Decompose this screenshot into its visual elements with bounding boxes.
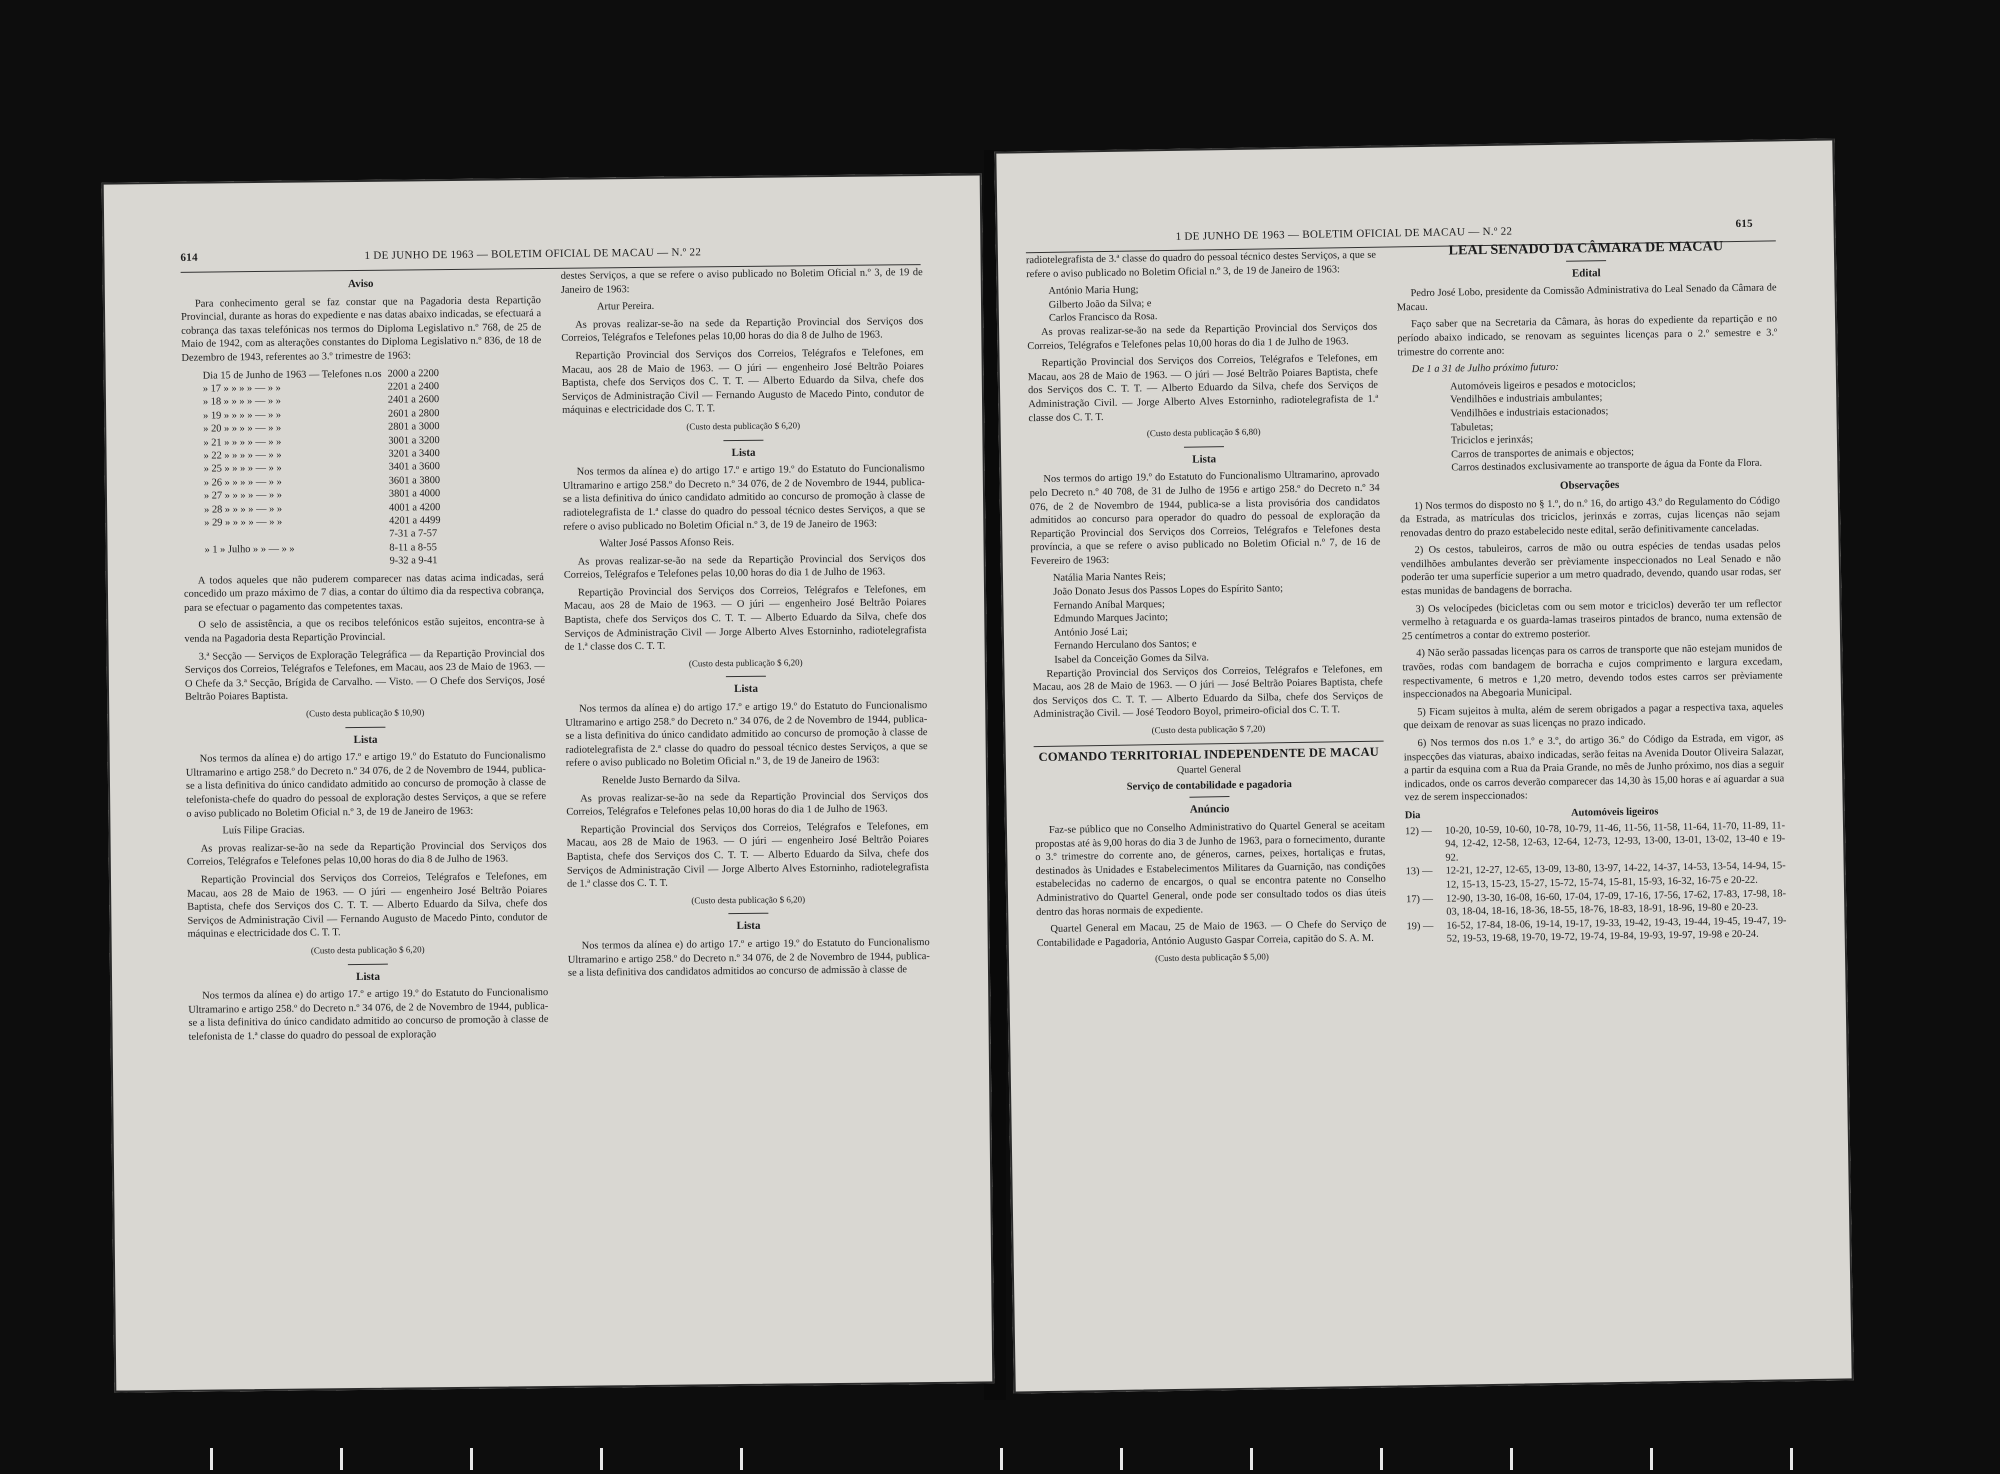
candidate-name: Fernando Herculano dos Santos; e [1053, 638, 1197, 653]
schedule-day: » 28 » » » » — » » [204, 503, 283, 516]
section-title: Lista [1192, 452, 1217, 466]
divider [1184, 446, 1224, 448]
paragraph: 3.ª Secção — Serviços de Exploração Telegráfica — da Repartição Provincial dos Serviços dos Correios, Telégrafos e Telefones, em Macau, aos 23 de Maio de 1963. — O Chefe da 3.ª Secção, Brígida de Carvalho. — Visto. — O Chefe dos Serviços, José Beltrão Poiares Baptista. [184, 647, 545, 704]
publication-cost: (Custo desta publicação $ 6,20) [688, 657, 803, 669]
paragraph: As provas realizar-se-ão na sede da Repartição Provincial dos Serviços dos Correios, Telégrafos e Telefones pelas 10,00 horas do dia 1 de Julho de 1963. [1027, 321, 1378, 352]
divider [726, 676, 766, 677]
section-title: Anúncio [1189, 803, 1230, 817]
inspection-plates: 10-20, 10-59, 10-60, 10-78, 10-79, 11-46, 11-56, 11-58, 11-64, 11-70, 11-89, 11-94, 12-42, 12-58, 12-63, 12-64, 12-73, 12-93, 13-00, 13-01, 13-02, 13-40 e 19-92. [1444, 819, 1786, 864]
schedule-range: 3601 a 3800 [388, 474, 441, 487]
paragraph: destes Serviços, a que se refere o aviso publicado no Boletim Oficial n.º 3, de 19 de Janeiro de 1963: [560, 267, 923, 296]
left-page [102, 173, 995, 1392]
section-heading: COMANDO TERRITORIAL INDEPENDENTE DE MACAU [1038, 744, 1380, 764]
schedule-range: 9-32 a 9-41 [389, 555, 438, 567]
running-header: 1 DE JUNHO DE 1963 — BOLETIM OFICIAL DE MACAU — N.º 22 [1175, 225, 1513, 243]
paragraph: Faço saber que na Secretaria da Câmara, às horas do expediente da repartição e no período abaixo indicado, se renovam as seguintes licenças para o 2.º semestre e 3.º trimestre do corrente ano: [1397, 313, 1778, 358]
schedule-day: » 17 » » » » — » » [202, 382, 281, 395]
section-heading: LEAL SENADO DA CÂMARA DE MACAU [1448, 239, 1724, 259]
divider [1189, 796, 1229, 798]
schedule-range: 8-11 a 8-55 [389, 541, 437, 554]
inspection-day: 17) — [1406, 893, 1434, 905]
period: De 1 a 31 de Julho próximo futuro: [1411, 361, 1559, 376]
right-col-2 [1396, 235, 1787, 947]
page-number: 615 [1735, 217, 1754, 231]
schedule-range: 2601 a 2800 [387, 407, 440, 420]
section-title: Lista [734, 683, 759, 696]
divider [728, 913, 768, 914]
schedule-range: 3401 a 3600 [388, 461, 440, 474]
table-row [1406, 914, 1786, 947]
schedule-day: » 29 » » » » — » » [204, 516, 283, 529]
table-row [202, 554, 444, 570]
right-col-1 [1026, 249, 1387, 974]
schedule-range: 2000 a 2200 [387, 367, 440, 380]
licence-item: Automóveis ligeiros e pesados e motociclos; [1449, 378, 1636, 393]
licence-list [1398, 375, 1779, 476]
paragraph: Nos termos da alínea e) do artigo 17.º e artigo 19.º do Estatuto do Funcionalismo Ultramarino e artigo 258.º do Decreto n.º 34 076, de 2 de Novembro de 1944, publica-se a lista definitiva do único candidato admitido ao concurso de promoção à classe de radiotelegrafista de 2.ª classe do quadro do pessoal técnico destes Serviços, a que se refere o aviso publicado no Boletim Oficial n.º 3, de 19 de Janeiro de 1963: [565, 700, 928, 770]
table-row [1405, 819, 1786, 866]
candidate-name: António José Lai; [1053, 626, 1128, 639]
candidate-name: Edmundo Marques Jacinto; [1053, 612, 1169, 626]
inspection-day: 12) — [1404, 825, 1432, 837]
divider [1566, 260, 1606, 262]
publication-cost: (Custo desta publicação $ 6,80) [1146, 426, 1261, 439]
candidate-name: António Maria Hung; [1048, 284, 1139, 298]
section-title: Edital [1571, 266, 1601, 280]
section-title: Lista [353, 733, 378, 746]
publication-cost: (Custo desta publicação $ 6,20) [686, 420, 801, 432]
observations [1400, 494, 1785, 805]
observation-item: 2) Os cestos, tabuleiros, carros de mão ou outra espécies de tendas usadas pelos vendilhões ambulantes deverão ser prèviamente inspeccionados no Leal Senado e não poderão ter uma superfície superior a um metro quadrado, devendo, quando usar rodas, ser estas munidas de bandagens de borracha. [1400, 539, 1782, 598]
section-title: Lista [731, 446, 756, 459]
candidate-name: Natália Maria Nantes Reis; [1052, 571, 1166, 585]
page-number: 614 [180, 251, 198, 264]
licence-item: Vendilhões e industriais estacionados; [1450, 405, 1609, 420]
publication-cost: (Custo desta publicação $ 6,20) [691, 894, 806, 906]
paragraph: O selo de assistência, a que os recibos telefónicos estão sujeitos, encontra-se à venda na Pagadoria desta Repartição Provincial. [184, 616, 545, 645]
candidate-name: Gilberto João da Silva; e [1048, 298, 1152, 311]
paragraph: Repartição Provincial dos Serviços dos Correios, Telégrafos e Telefones, em Macau, aos 28 de Maio de 1963. — O júri — José Beltrão Poiares Baptista, chefe dos Serviços dos C. T. T. — Alberto Eduardo da Silva, chefe dos Serviços de Administração Civil. — Jorge Alberto Alves Estorninho, radiotelegrafista de 1.ª classe dos C. T. T. [1027, 352, 1379, 424]
phone-schedule-table [200, 367, 444, 571]
schedule-range: 3001 a 3200 [388, 434, 440, 447]
observation-item: 6) Nos termos dos n.os 1.º e 3.º, do artigo 36.º do Código da Estrada, em vigor, as inspecções das viaturas, abaixo indicadas, serão feitas na Avenida Doutor Oliveira Salazar, a partir da esquina com a Rua da Praia Grande, no mês de Junho próximo, nos dias a seguir indicados, onde os carros deverão comparecer das 14,30 às 15,00 horas e aí aguardar a sua vez de serem inspeccionados: [1403, 732, 1785, 804]
schedule-day: » 21 » » » » — » » [203, 436, 282, 449]
publication-cost: (Custo desta publicação $ 5,00) [1155, 951, 1269, 964]
paragraph: Repartição Provincial dos Serviços dos Correios, Telégrafos e Telefones, em Macau, aos 28 de Maio de 1963. — O júri — José Beltrão Poiares Baptista, chefe dos Serviços dos C. T. T. — Alberto Eduardo da Silba, chefe dos Serviços de Administração Civil. — José Teodoro Boyol, primeiro-oficial dos C. T. T. [1032, 663, 1383, 721]
section-title: Aviso [347, 277, 374, 291]
inspection-day: 19) — [1406, 920, 1434, 933]
paragraph: As provas realizar-se-ão na sede da Repartição Provincial dos Serviços dos Correios, Telégrafos e Telefones pelas 10,00 horas do dia 8 de Julho de 1963. [561, 315, 924, 345]
paragraph: Nos termos da alínea e) do artigo 17.º e artigo 19.º do Estatuto do Funcionalismo Ultramarino e artigo 258.º do Decreto n.º 34 076, de 2 de Novembro de 1944, publica-se a lista definitiva do único candidato admitido ao concurso de promoção à classe de telefonista de 1.ª classe do quadro do pessoal de exploração [188, 987, 549, 1043]
paragraph: Nos termos da alínea e) do artigo 17.º e artigo 19.º do Estatuto do Funcionalismo Ultramarino e artigo 258.º do Decreto n.º 34 076, de 2 de Novembro de 1944, publica-se a lista definitiva dos candidatos admitidos ao concurso de admissão à classe de [567, 936, 930, 979]
candidate-name: João Donato Jesus dos Passos Lopes do Espírito Santo; [1053, 583, 1284, 598]
candidate-name: Walter José Passos Afonso Reis. [599, 537, 735, 550]
left-col-2 [561, 266, 930, 984]
candidate-list [1031, 567, 1382, 668]
paragraph: As provas realizar-se-ão na sede da Repartição Provincial dos Serviços dos Correios, Telégrafos e Telefones pelas 10,00 horas do dia 1 de Julho de 1963. [563, 552, 926, 582]
schedule-range: 4201 a 4499 [389, 515, 441, 527]
schedule-day: » 19 » » » » — » » [203, 409, 282, 422]
schedule-day: » 22 » » » » — » » [203, 449, 282, 462]
observation-item: 4) Não serão passadas licenças para os carros de transporte que não estejam munidos de travões, rodas com bandagem de borracha e cujos comprimento e largura excedam, respectivamente, 6 metros e 1,20 metro, devendo todos estes carros ser prèviamente inspeccionados na Abegoaria Municipal. [1402, 642, 1783, 701]
inspection-table [1405, 803, 1787, 947]
left-col-1 [181, 270, 549, 1048]
right-page [994, 138, 1853, 1393]
running-header: 1 DE JUNHO DE 1963 — BOLETIM OFICIAL DE MACAU — N.º 22 [364, 246, 702, 262]
candidate-name: Renelde Justo Bernardo da Silva. [601, 773, 741, 787]
candidate-list [1026, 280, 1377, 326]
section-title: Lista [736, 920, 761, 933]
schedule-day: » 27 » » » » — » » [203, 489, 282, 502]
column-header: Automóveis ligeiros [1571, 806, 1659, 819]
observation-item: 1) Nos termos do disposto no § 1.º, do n.º 16, do artigo 43.º do Regulamento do Código da Estrada, as matrículas dos triciclos, jerinxás e zorras, cujas licenças não sejam renovadas dentro do prazo estabelecido neste edital, serão definitivamente canceladas. [1400, 494, 1781, 540]
section-title: Lista [356, 970, 380, 983]
candidate-name: Carlos Francisco da Rosa. [1048, 311, 1158, 325]
inspection-day: 13) — [1405, 866, 1433, 878]
observation-item: 3) Os velocípedes (bicicletas com ou sem motor e triciclos) deverão ter um reflector vermelho à retaguarda e os guarda-lamas traseiros pintados de branco, numa extensão de 25 centímetros a contar do extremo posterior. [1401, 598, 1782, 643]
divider [723, 439, 763, 440]
publication-cost: (Custo desta publicação $ 10,90) [306, 707, 425, 719]
paragraph: A todos aqueles que não puderem comparecer nas datas acima indicadas, será concedido um prazo máximo de 7 dias, a contar do último dia da respectiva cobrança, para se efectuar o pagamento das competentes taxas. [183, 571, 545, 614]
observation-item: 5) Ficam sujeitos à multa, além de serem obrigados a pagar a respectiva taxa, aqueles que deixam de renovar as suas licenças no prazo indicado. [1403, 701, 1784, 732]
paragraph: Nos termos do artigo 19.º do Estatuto do Funcionalismo Ultramarino, aprovado pelo Decreto n.º 40 708, de 31 de Julho de 1956 e artigo 258.º do Decreto n.º 34 076, de 2 de Novembro de 1944, publica-se a lista provisória dos candidatos admitidos ao concurso para operador do quadro do pessoal de exploração da Repartição Provincial dos Serviços dos Correios, Telégrafos e Telefones desta província, a que se refere o aviso publicado no Boletim Oficial n.º 7, de 16 de Fevereiro de 1963: [1029, 468, 1381, 568]
licence-item: Triciclos e jerinxás; [1450, 434, 1534, 447]
paragraph: As provas realizar-se-ão na sede da Repartição Provincial dos Serviços dos Correios, Telégrafos e Telefones pelas 10,00 horas do dia 1 de Julho de 1963. [566, 789, 929, 818]
inspection-plates: 16-52, 17-84, 18-06, 19-14, 19-17, 19-33, 19-42, 19-43, 19-44, 19-45, 19-47, 19-52, 19-53, 19-68, 19-70, 19-72, 19-74, 19-84, 19-93, 19-97, 19-98 e 20-24. [1446, 915, 1787, 945]
schedule-day: » 1 » Julho » » — » » [204, 543, 295, 556]
publication-cost: (Custo desta publicação $ 7,20) [1151, 723, 1266, 736]
inspection-plates: 12-21, 12-27, 12-65, 13-09, 13-80, 13-97, 14-22, 14-37, 14-53, 13-54, 14-94, 15-12, 15-13, 15-23, 15-27, 15-72, 15-74, 15-81, 15-93, 16-32, 16-75 e 20-22. [1445, 860, 1786, 891]
paragraph: Repartição Provincial dos Serviços dos Correios, Telégrafos e Telefones, em Macau, aos 28 de Maio de 1963. — O júri — engenheiro José Beltrão Poiares Baptista, chefe dos Serviços dos C. T. T. — Alberto Eduardo da Silva, chefe dos Serviços de Administração Civil — Fernando Augusto de Macedo Pinto, condutor de máquinas e electricidade dos C. T. T. [187, 870, 548, 941]
subheading: Serviço de contabilidade e pagadoria [1126, 778, 1292, 793]
paragraph: Pedro José Lobo, presidente da Comissão Administrativa do Leal Senado da Câmara de Macau. [1396, 282, 1777, 314]
divider [348, 963, 388, 964]
schedule-day: » 26 » » » » — » » [203, 476, 282, 489]
schedule-range: 2201 a 2400 [387, 381, 440, 393]
candidate-name: Fernando Aníbal Marques; [1053, 598, 1165, 612]
schedule-day: Dia 15 de Junho de 1963 — Telefones n.os [202, 368, 382, 382]
licence-item: Carros destinados exclusivamente ao transporte de água da Fonte da Flora. [1451, 457, 1763, 474]
licence-item: Tabuletas; [1450, 421, 1494, 434]
divider [345, 726, 385, 727]
candidate-name: Luís Filipe Gracias. [222, 824, 305, 837]
paragraph: Nos termos da alínea e) do artigo 17.º e artigo 19.º do Estatuto do Funcionalismo Ultramarino e artigo 258.º do Decreto n.º 34 076, de 2 de Novembro de 1944, publica-se a lista definitiva do único candidato admitido ao concurso de promoção à classe de radiotelegrafista de 1.ª classe do quadro do pessoal técnico destes Serviços, a que se refere o aviso publicado no Boletim Oficial n.º 3, de 19 de Janeiro de 1963: [562, 463, 926, 533]
paragraph: Repartição Provincial dos Serviços dos Correios, Telégrafos e Telefones, em Macau, aos 28 de Maio de 1963. — O júri — engenheiro José Beltrão Poiares Baptista, chefe dos Serviços dos C. T. T. — Alberto Eduardo da Silva, chefe dos Serviços de Administração Civil — Fernando Augusto de Macedo Pinto, condutor de máquinas e electricidade dos C. T. T. [561, 347, 924, 417]
candidate-name: Artur Pereira. [596, 301, 655, 313]
section-title: Observações [1559, 478, 1620, 492]
film-edge [0, 1448, 2000, 1474]
paragraph: Repartição Provincial dos Serviços dos Correios, Telégrafos e Telefones, em Macau, aos 28 de Maio de 1963. — O júri — engenheiro José Beltrão Poiares Baptista, chefe dos Serviços dos C. T. T. — Alberto Eduardo da Silva, chefe dos Serviços de Administração Civil — Jorge Alberto Alves Estorninho, radiotelegrafista de 1.ª classe dos C. T. T. [564, 583, 927, 654]
schedule-range: 4001 a 4200 [388, 501, 441, 514]
column-header: Dia [1404, 810, 1421, 822]
licence-item: Vendilhões e industriais ambulantes; [1450, 392, 1603, 406]
paragraph: Faz-se público que no Conselho Administrativo do Quartel General se aceitam propostas até às 9,00 horas do dia 3 de Junho de 1963, para o fornecimento, durante o 3.º trimestre do corrente ano, de géneros, carnes, peixes, hortaliças e frutas, destinados às Unidades e Estabelecimentos Militares da Guarnição, nas condições estabelecidas no caderno de encargos, o qual se encontra patente no Conselho Administrativo do Quartel General, onde pode ser consultado todos os dias úteis dentro das horas normais de expediente. [1035, 819, 1387, 918]
schedule-range: 3801 a 4000 [388, 488, 441, 500]
publication-cost: (Custo desta publicação $ 6,20) [310, 944, 425, 956]
paragraph: radiotelegrafista de 3.ª classe do quadro do pessoal técnico destes Serviços, a que se refere o aviso publicado no Boletim Oficial n.º 3, de 19 de Janeiro de 1963: [1025, 249, 1377, 280]
paragraph: Para conhecimento geral se faz constar que na Pagadoria desta Repartição Provincial, durante as horas do expediente e nas datas abaixo indicadas, se efectuará a cobrança das taxas telefónicas nos termos do Diploma Legislativo n.º 768, de 25 de Maio de 1942, com as alterações constantes do Diploma Legislativo n.º 836, de 18 de Dezembro de 1943, referentes ao 3.º trimestre de 1963: [181, 294, 542, 364]
paragraph: Nos termos da alínea e) do artigo 17.º e artigo 19.º do Estatuto do Funcionalismo Ultramarino e artigo 258.º do Decreto n.º 34 076, de 2 de Novembro de 1944, publica-se a lista definitiva do único candidato admitido ao concurso de promoção à classe de telefonista-chefe do quadro do pessoal de exploração destes Serviços, a que se refere o aviso publicado no Boletim Oficial n.º 3, de 19 de Janeiro de 1963: [185, 750, 547, 820]
schedule-range: 7-31 a 7-57 [389, 528, 438, 541]
candidate-name: Isabel da Conceição Gomes da Silva. [1054, 652, 1210, 666]
schedule-range: 2401 a 2600 [387, 394, 440, 407]
schedule-day: » 18 » » » » — » » [202, 396, 281, 408]
schedule-day [202, 555, 387, 570]
inspection-plates: 12-90, 13-30, 16-08, 16-60, 17-04, 17-09, 17-16, 17-56, 17-62, 17-83, 17-98, 18-03, 18-04, 18-16, 18-36, 18-55, 18-76, 18-83, 18-91, 18-96, 19-80 e 20-23. [1446, 887, 1787, 918]
paragraph: Repartição Provincial dos Serviços dos Correios, Telégrafos e Telefones, em Macau, aos 28 de Maio de 1963. — O júri — engenheiro José Beltrão Poiares Baptista, chefe dos Serviços dos C. T. T. — Alberto Eduardo da Silva, chefe dos Serviços de Administração Civil — Jorge Alberto Alves Estorninho, radiotelegrafista de 1.ª classe dos C. T. T. [566, 820, 929, 890]
paragraph: Quartel General em Macau, 25 de Maio de 1963. — O Chefe do Serviço de Contabilidade e Pagadoria, António Augusto Gaspar Correia, capitão do S. A. M. [1036, 918, 1387, 949]
licence-item: Carros de transportes de animais e objectos; [1451, 446, 1635, 461]
schedule-day: » 25 » » » » — » » [203, 463, 282, 475]
schedule-range: 2801 a 3000 [388, 421, 440, 433]
paragraph: As provas realizar-se-ão na sede da Repartição Provincial dos Serviços dos Correios, Telégrafos e Telefones pelas 10,00 horas do dia 8 de Julho de 1963. [186, 839, 547, 869]
schedule-range: 3201 a 3400 [388, 448, 440, 460]
schedule-day: » 20 » » » » — » » [203, 422, 282, 435]
subheading: Quartel General [1176, 764, 1242, 777]
